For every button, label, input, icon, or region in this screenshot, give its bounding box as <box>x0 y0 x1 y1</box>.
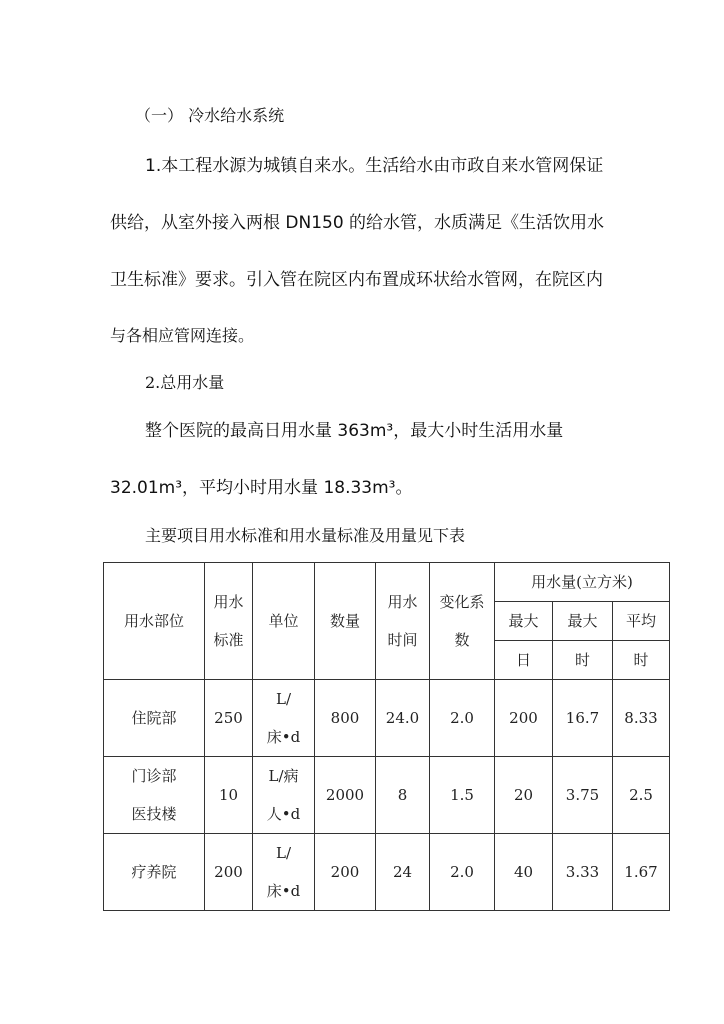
header-max-hour-bottom: 时 <box>553 641 613 680</box>
header-max-day-bottom: 日 <box>495 641 553 680</box>
header-department: 用水部位 <box>104 563 205 680</box>
cell-text: L/ <box>275 844 291 862</box>
cell-max-hour: 3.33 <box>553 834 613 911</box>
table-row <box>104 680 670 757</box>
cell-text: 人•d <box>266 805 301 823</box>
cell-text: 住院部 <box>131 709 177 727</box>
cell-hours: 24.0 <box>376 680 430 757</box>
cell-quantity: 800 <box>315 680 376 757</box>
paragraph-line: 1.本工程水源为城镇自来水。生活给水由市政自来水管网保证 <box>145 156 604 176</box>
table-caption: 主要项目用水标准和用水量标准及用量见下表 <box>145 526 466 545</box>
header-text: 用水 <box>213 593 244 611</box>
cell-text: L/病 <box>268 767 299 785</box>
cell-hours: 8 <box>376 757 430 834</box>
cell-text: 床•d <box>266 882 301 900</box>
header-text: 变化系 <box>439 593 485 611</box>
table-row <box>104 834 670 911</box>
header-text: 用水 <box>387 593 418 611</box>
cell-department <box>104 757 205 834</box>
paragraph-line: 整个医院的最高日用水量 363m³，最大小时生活用水量 <box>145 421 564 441</box>
paragraph-line: 与各相应管网连接。 <box>110 326 255 345</box>
cell-coefficient: 2.0 <box>430 834 495 911</box>
cell-quantity: 2000 <box>315 757 376 834</box>
cell-text: 床•d <box>266 728 301 746</box>
header-hours <box>376 563 430 680</box>
header-unit: 单位 <box>253 563 315 680</box>
paragraph-line: 32.01m³，平均小时用水量 18.33m³。 <box>110 478 413 498</box>
cell-department <box>104 834 205 911</box>
cell-text: 门诊部 <box>131 767 177 785</box>
cell-text: L/ <box>275 690 291 708</box>
header-avg-hour-bottom: 时 <box>613 641 670 680</box>
header-text: 时间 <box>387 631 418 649</box>
water-usage-table <box>103 562 670 911</box>
cell-max-hour: 3.75 <box>553 757 613 834</box>
header-text: 标准 <box>213 631 244 649</box>
cell-avg-hour: 8.33 <box>613 680 670 757</box>
section-heading-total-water: 2.总用水量 <box>145 373 225 392</box>
cell-hours: 24 <box>376 834 430 911</box>
cell-max-day: 20 <box>495 757 553 834</box>
cell-avg-hour: 2.5 <box>613 757 670 834</box>
cell-department <box>104 680 205 757</box>
header-coefficient <box>430 563 495 680</box>
cell-standard: 10 <box>205 757 253 834</box>
paragraph-line: 供给，从室外接入两根 DN150 的给水管，水质满足《生活饮用水 <box>110 213 605 233</box>
header-max-day-top: 最大 <box>495 602 553 641</box>
header-text: 数 <box>454 631 470 649</box>
cell-max-day: 40 <box>495 834 553 911</box>
header-usage-group: 用水量(立方米) <box>495 563 670 602</box>
cell-avg-hour: 1.67 <box>613 834 670 911</box>
header-max-hour-top: 最大 <box>553 602 613 641</box>
cell-unit <box>253 834 315 911</box>
cell-max-hour: 16.7 <box>553 680 613 757</box>
cell-text: 疗养院 <box>131 863 177 881</box>
cell-standard: 200 <box>205 834 253 911</box>
cell-coefficient: 2.0 <box>430 680 495 757</box>
header-standard <box>205 563 253 680</box>
section-heading-cold-water: （一） 冷水给水系统 <box>135 106 285 125</box>
cell-standard: 250 <box>205 680 253 757</box>
cell-coefficient: 1.5 <box>430 757 495 834</box>
cell-unit <box>253 757 315 834</box>
cell-unit <box>253 680 315 757</box>
header-avg-hour-top: 平均 <box>613 602 670 641</box>
paragraph-line: 卫生标准》要求。引入管在院区内布置成环状给水管网，在院区内 <box>110 270 603 290</box>
cell-max-day: 200 <box>495 680 553 757</box>
cell-quantity: 200 <box>315 834 376 911</box>
table-row <box>104 757 670 834</box>
cell-text: 医技楼 <box>131 805 177 823</box>
header-quantity: 数量 <box>315 563 376 680</box>
